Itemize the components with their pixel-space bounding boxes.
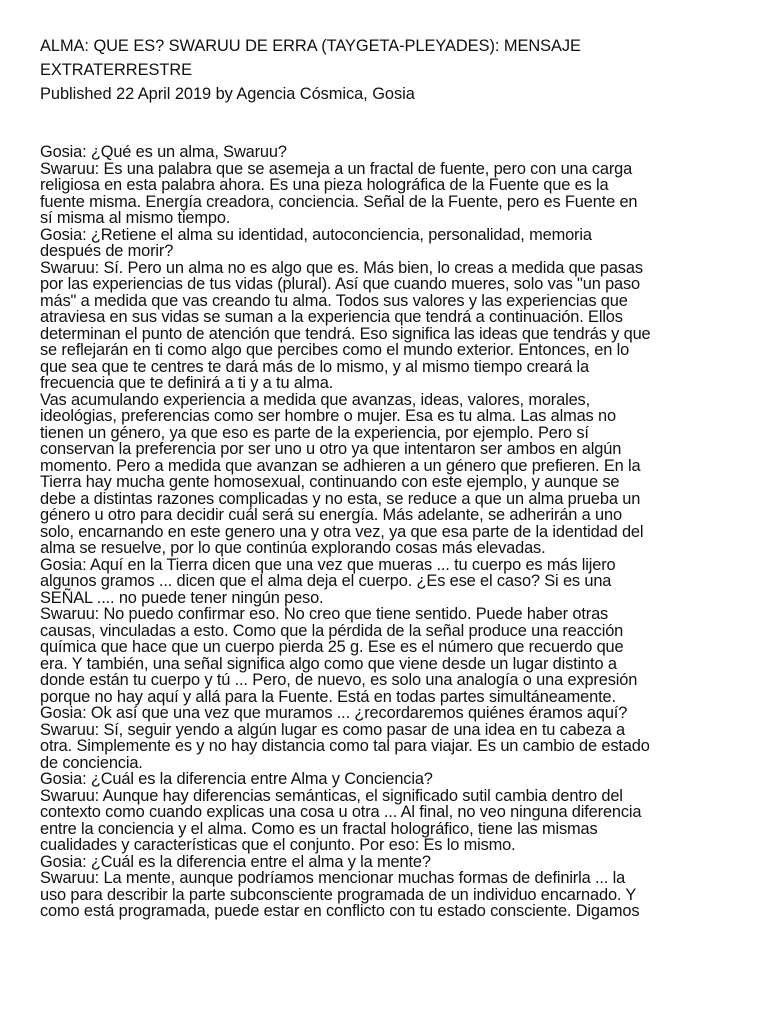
body-text-line: Swaruu: Sí. Pero un alma no es algo que es. Más bien, lo creas a medida que pasas [40, 258, 643, 277]
document-header [40, 34, 730, 106]
body-text-line: debe a distintas razones complicadas y no esta, se reduce a que un alma prueba un [40, 489, 641, 508]
body-text-line: Gosia: Aquí en la Tierra dicen que una vez que mueras ... tu cuerpo es más lijero [40, 555, 616, 574]
body-text-line: religiosa en esta palabra ahora. Es una pieza holográfica de la Fuente que es la [40, 176, 609, 194]
body-text-line: causas, vinculadas a esto. Como que la pérdida de la señal produce una reacción [40, 621, 624, 640]
body-text-line: más" a medida que vas creando tu alma. Todos sus valores y las experiencias que [40, 291, 628, 310]
body-text-line: ideológias, preferencias como ser hombre o mujer. Esa es tu alma. Las almas no [40, 407, 616, 425]
body-text-line: sí misma al mismo tiempo. [40, 209, 231, 227]
body-text-line: Gosia: ¿Retiene el alma su identidad, autoconciencia, personalidad, memoria [40, 225, 592, 244]
body-text-line: química que hace que un cuerpo pierda 25 g. Ese es el número que recuerdo que [40, 638, 624, 656]
body-text-line: Gosia: ¿Cuál es la diferencia entre Alma y Conciencia? [40, 770, 433, 788]
body-text-line: como está programada, puede estar en conflicto con tu estado consciente. Digamos [40, 902, 640, 920]
body-text-line: contexto como cuando explicas una cosa u otra ... Al final, no veo ninguna diferencia [40, 803, 642, 821]
document-title-line-2: EXTRATERRESTRE [40, 61, 192, 79]
document-page [40, 34, 730, 920]
body-text-line: que sea que te centres te dará más de lo mismo, y al mismo tiempo creará la [40, 357, 590, 376]
body-text-line: era. Y también, una señal significa algo como que viene desde un lugar distinto a [40, 654, 617, 673]
body-text-line: Tierra hay mucha gente homosexual, continuando con este ejemplo, y aunque se [40, 473, 620, 491]
body-text-line: momento. Pero a medida que avanzan se adhieren a un género que prefieren. En la [40, 456, 641, 475]
body-text-line: algunos gramos ... dicen que el alma deja el cuerpo. ¿Es ese el caso? Si es una [40, 572, 612, 590]
body-text-line: después de morir? [40, 242, 174, 260]
body-text-line: se reflejarán en ti como algo que percibes como el mundo exterior. Entonces, en lo [40, 341, 630, 359]
body-text-line: atraviesa en sus vidas se suman a la experiencia que tendrá a continuación. Ellos [40, 308, 623, 326]
body-text-line: fuente misma. Energía creadora, conciencia. Señal de la Fuente, pero es Fuente en [40, 192, 638, 211]
body-text-line: cualidades y características que el conjunto. Por eso: Es lo mismo. [40, 836, 516, 854]
body-text-line: frecuencia que te definirá a ti y a tu alma. [40, 374, 334, 392]
body-text-line: Swaruu: Es una palabra que se asemeja a un fractal de fuente, pero con una carga [40, 159, 633, 178]
body-text-line: Gosia: ¿Cuál es la diferencia entre el alma y la mente? [40, 852, 431, 871]
document-body [40, 144, 730, 920]
body-text-line: Swaruu: Aunque hay diferencias semánticas, el significado sutil cambia dentro del [40, 786, 623, 805]
body-text-line: entre la conciencia y el alma. Como es un fractal holográfico, tiene las mismas [40, 819, 598, 838]
body-text-line: Swaruu: No puedo confirmar eso. No creo que tiene sentido. Puede haber otras [40, 605, 609, 623]
body-text-line: por las experiencias de tus vidas (plural). Así que cuando mueres, solo vas "un paso [40, 275, 641, 293]
body-text-line: Gosia: ¿Qué es un alma, Swaruu? [40, 143, 287, 161]
body-text-line: conservan la preferencia por ser uno u otro ya que intentaron ser ambos en algún [40, 440, 622, 458]
body-text-line: SEÑAL .... no puede tener ningún peso. [40, 588, 324, 607]
body-text-line: uso para describir la parte subconsciente programada de un individuo encarnado. Y [40, 885, 637, 904]
body-text-line: donde están tu cuerpo y tú ... Pero, de nuevo, es solo una analogía o una expresión [40, 671, 638, 689]
body-text-line: porque no hay aquí y allá para la Fuente. Está en todas partes simultáneamente. [40, 687, 616, 706]
body-text-line: tienen un género, ya que eso es parte de la experiencia, por ejemplo. Pero sí [40, 423, 589, 442]
document-title-line-1: ALMA: QUE ES? SWARUU DE ERRA (TAYGETA-PLEYADES): MENSAJE [40, 37, 581, 55]
body-text-line: alma se resuelve, por lo que continúa explorando cosas más elevadas. [40, 539, 546, 557]
published-line: Published 22 April 2019 by Agencia Cósmica, Gosia [40, 85, 415, 103]
body-text-line: Vas acumulando experiencia a medida que avanzas, ideas, valores, morales, [40, 390, 590, 409]
body-text-line: otra. Simplemente es y no hay distancia como tal para viajar. Es un cambio de estado [40, 737, 650, 755]
body-text-line: de conciencia. [40, 753, 143, 772]
body-text-line: solo, encarnando en este genero una y otra vez, ya que esa parte de la identidad del [40, 522, 644, 541]
body-text-line: Gosia: Ok así que una vez que muramos ... ¿recordaremos quiénes éramos aquí? [40, 704, 628, 722]
body-text-line: Swaruu: Sí, seguir yendo a algún lugar es como pasar de una idea en tu cabeza a [40, 720, 625, 739]
body-text-line: Swaruu: La mente, aunque podríamos mencionar muchas formas de definirla ... la [40, 869, 626, 887]
body-text-line: género u otro para decidir cuál será su energía. Más adelante, se adherirán a uno [40, 506, 622, 524]
body-text-line: determinan el punto de atención que tendrá. Eso significa las ideas que tendrás y que [40, 324, 651, 343]
